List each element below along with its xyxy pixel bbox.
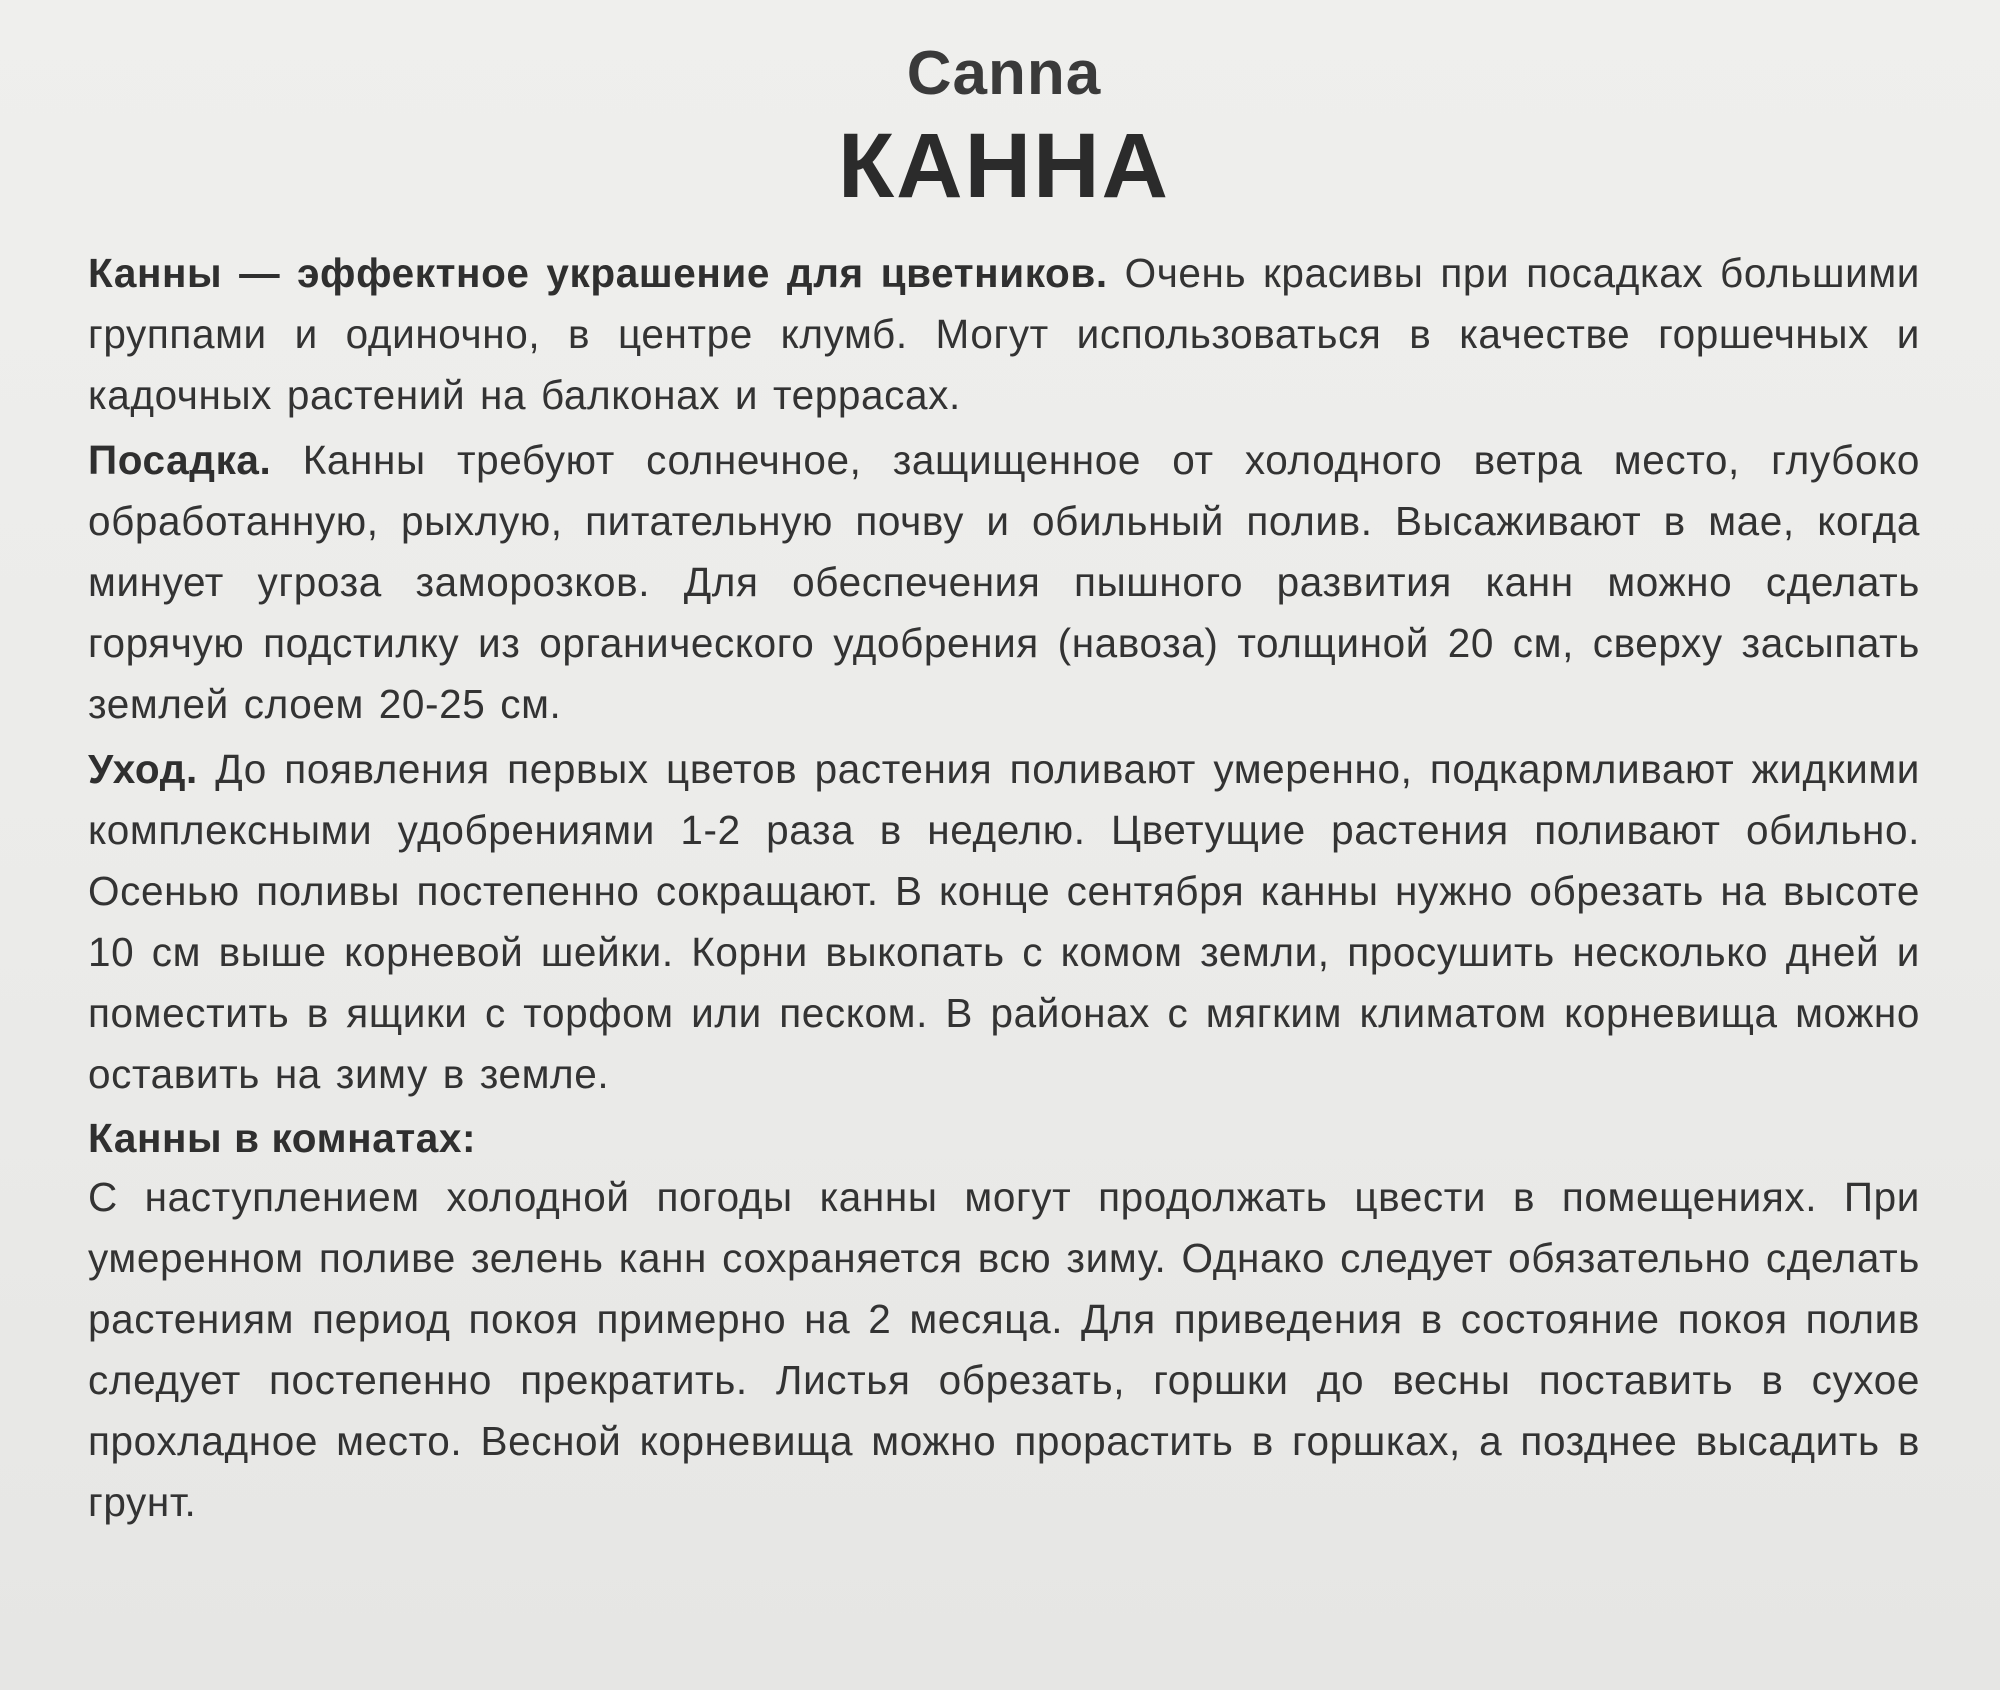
intro-paragraph [88, 243, 1920, 426]
planting-lead: Посадка. [88, 437, 272, 484]
indoor-heading: Канны в комнатах: [88, 1115, 477, 1162]
indoor-paragraph: С наступлением холодной погоды канны могут продолжать цвести в помещениях. При умеренном поливе зелень канн сохраняется всю зиму. Однако следует обязательно сделать растениям период покоя примерно на 2 месяца. Для приведения в состояние покоя полив следует постепенно прекратить. Листья обрезать, горшки до весны поставить в сухое прохладное место. Весной корневища можно прорастить в горшках, а позднее высадить в грунт. [88, 1174, 1920, 1526]
care-paragraph [88, 739, 1920, 1105]
intro-text: Очень красивы при посадках большими группами и одиночно, в центре клумб. Могут использоваться в качестве горшечных и кадочных растений на балконах и террасах. [88, 250, 1920, 419]
care-lead: Уход. [88, 746, 198, 793]
intro-lead: Канны — эффектное украшение для цветников. [88, 250, 1108, 297]
care-text: До появления первых цветов растения поливают умеренно, подкармливают жидкими комплексными удобрениями 1-2 раза в неделю. Цветущие растения поливают обильно. Осенью поливы постепенно сокращают. В конце сентября канны нужно обрезать на высоте 10 см выше корневой шейки. Корни выкопать с комом земли, просушить несколько дней и поместить в ящики с торфом или песком. В районах с мягким климатом корневища можно оставить на зиму в земле. [88, 746, 1920, 1098]
latin-name: Canna [906, 39, 1102, 108]
page-title: КАННА [838, 115, 1170, 218]
planting-text: Канны требуют солнечное, защищенное от холодного ветра место, глубоко обработанную, рыхлую, питательную почву и обильный полив. Высаживают в мае, когда минует угроза заморозков. Для обеспечения пышного развития канн можно сделать горячую подстилку из органического удобрения (навоза) толщиной 20 см, сверху засыпать землей слоем 20-25 см. [88, 437, 1920, 728]
planting-paragraph [88, 430, 1920, 735]
